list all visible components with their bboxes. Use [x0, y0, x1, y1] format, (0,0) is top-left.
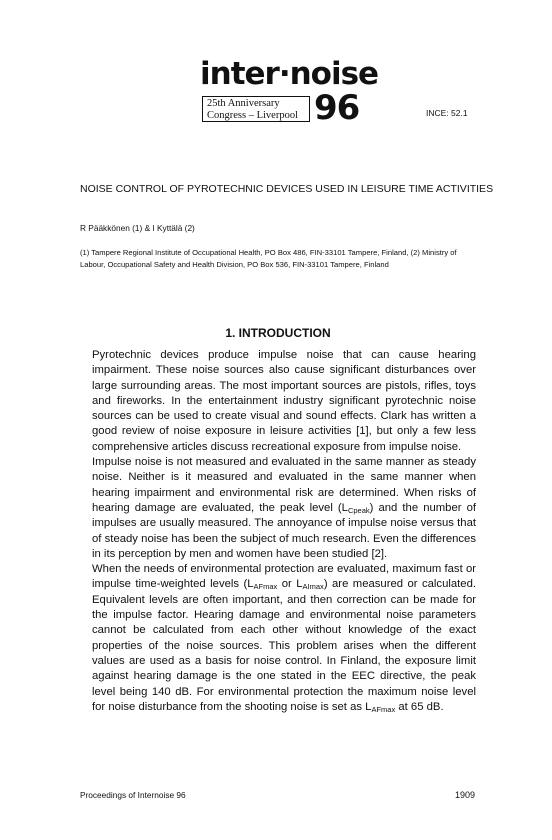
- logo-year: 96: [314, 88, 360, 128]
- paper-authors: R Pääkkönen (1) & I Kyttälä (2): [80, 223, 195, 233]
- paragraph-2: [92, 455, 476, 562]
- paragraph-1: Pyrotechnic devices produce impulse noise that can cause hearing impairment. These noise sources also cause significant disturbances over large surrounding areas. The most important sources are pistols, rifles, toys and fireworks. In the entertainment industry significant pyrotechnic noise sources can be used to create visual and sound effects. Clark has written a good review of noise exposure in leisure activities [1], but only a few less comprehensive articles discuss recreational exposure from impulse noise.: [92, 349, 476, 453]
- p3-text-c: ) are measured or calculated. Equivalent levels are often important, and then correction can be made for the impulse factor. Hearing damage and environmental noise parameters cannot be calculated from each other without knowledge of the exact properties of the noise sources. This problem arises when the different values are used as a basis for noise control. In Finland, the exposure limit against hearing damage is the one stated in the EEC directive, the peak level being 140 dB. For environmental protection the maximum noise level for noise disturbance from the shooting noise is set as L: [92, 578, 476, 713]
- p2-subscript: Cpeak: [347, 505, 370, 515]
- internoise-logo: [200, 56, 379, 128]
- logo-box-line1: 25th Anniversary: [207, 98, 280, 109]
- p3-text-d: at 65 dB.: [395, 700, 444, 713]
- paper-title: NOISE CONTROL OF PYROTECHNIC DEVICES USED IN LEISURE TIME ACTIVITIES: [80, 183, 494, 195]
- logo-title: inter·noise: [200, 56, 379, 92]
- logo-box-line2: Congress – Liverpool: [207, 110, 298, 121]
- paragraph-3: [92, 562, 476, 715]
- p2-text-b: ) and the number of impulses are usually measured. The annoyance of impulse noise versus that of steady noise has been the subject of much research. Even the differences in its perception by men and women have been studied [2].: [92, 501, 476, 560]
- p2-text-a: Impulse noise is not measured and evaluated in the same manner as steady noise. Neither is it measured and evaluated in the same manner when hearing impairment and environmental risk are determined. When risks of hearing damage are evaluated, the peak level (L: [92, 456, 476, 514]
- paper-affiliation: (1) Tampere Regional Institute of Occupational Health, PO Box 486, FIN-33101 Tampere, Finland, (2) Ministry of Labour, Occupational Safety and Health Division, PO Box 536, FIN-33101 Tampere, Finland: [80, 248, 457, 269]
- ince-code: INCE: 52.1: [426, 108, 468, 118]
- page-number: 1909: [455, 790, 476, 800]
- p3-text-a: When the needs of environmental protection are evaluated, maximum fast or impulse time-weighted levels (L: [92, 563, 476, 591]
- p3-subscript-1: AFmax: [253, 582, 278, 592]
- p3-text-b: or L: [277, 578, 303, 591]
- logo-congress-box: [202, 96, 310, 122]
- section-heading: 1. INTRODUCTION: [225, 326, 331, 340]
- body-text: [92, 348, 476, 715]
- footer-proceedings: Proceedings of Internoise 96: [80, 790, 186, 800]
- p3-subscript-2: AImax: [302, 582, 324, 592]
- p3-subscript-3: AFmax: [371, 704, 396, 714]
